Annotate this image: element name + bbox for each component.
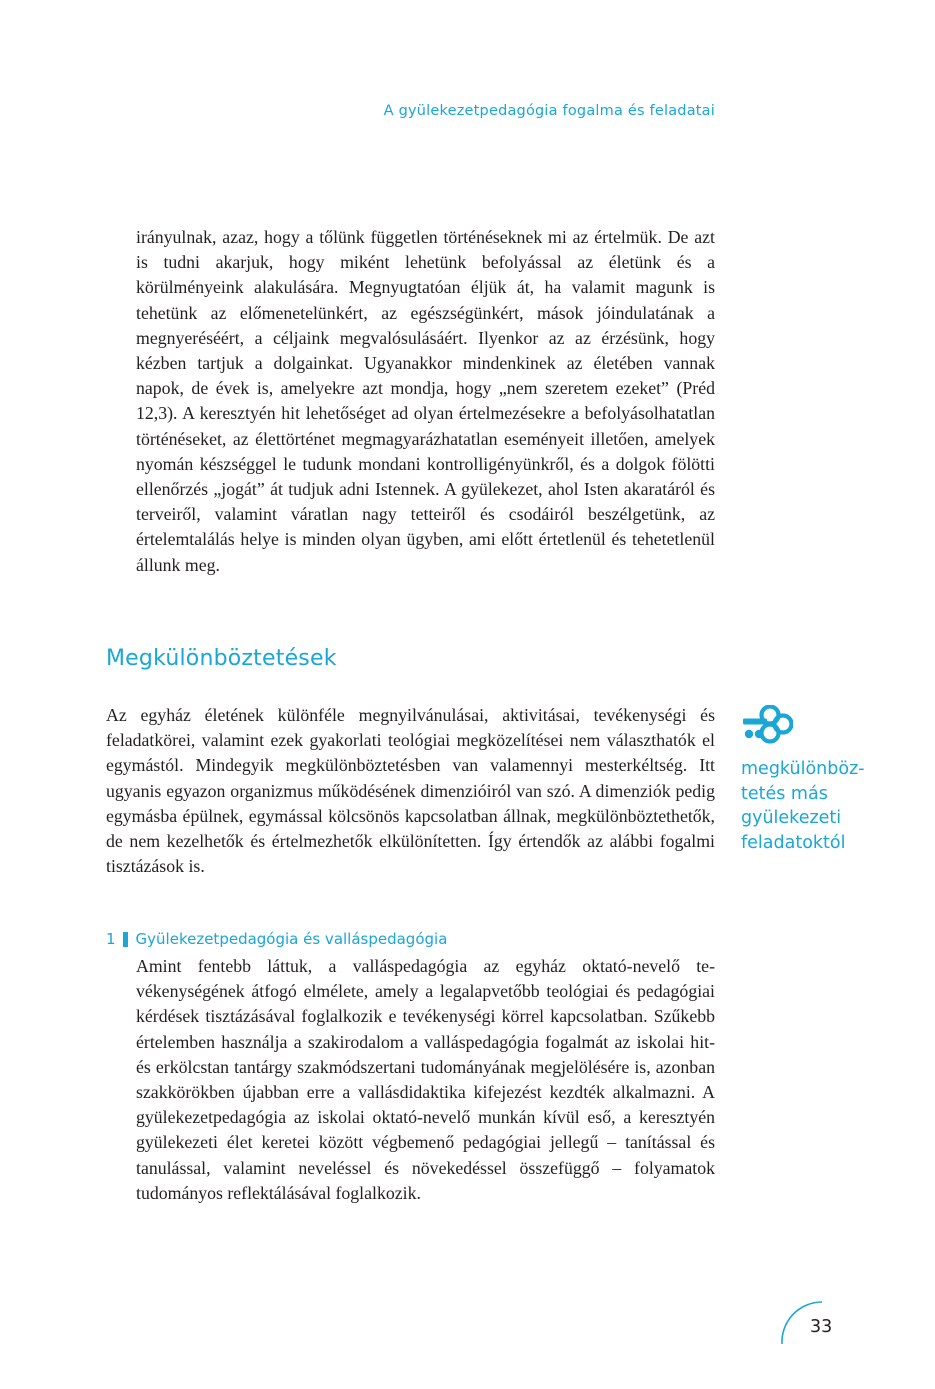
subsection-heading: [106, 930, 447, 948]
page-number: 33: [810, 1317, 833, 1337]
intro-paragraph: irányulnak, azaz, hogy a tőlünk független történéseknek mi az értelmük. De azt is tudni akarjuk, hogy miként lehetünk befolyással az életünk és a körülményeink alakulására. Megnyugtatóan éljük át, ha valamit magunk is tehetünk az előmenetelünkért, az egészségünkért, mások jóindulatának a megnyeréséért, a céljaink megvalósulásáért. Ilyenkor az az érzésünk, hogy kézben tartjuk a dolgainkat. Ugyanakkor mindenkinek az életében vannak napok, de évek is, amelyekre azt mondja, hogy „nem szeretem ezeket” (Préd 12,3). A keresztyén hit lehetőséget ad olyan értelmezésekre a befolyásolhatatlan történéseket, az élettörténet megmagyarázhatatlan eseményeit illetően, amelyek nyomán készséggel le tudunk mondani kontrolligényünkről, és a dolgok fölötti ellenőrzés „jogát” át tudjuk adni Istennek. A gyülekezet, ahol Isten akaratáról és terveiről, valamint váratlan nagy tetteiről és csodáiról beszélgetünk, az értelemtalálás helye is minden olyan ügyben, ami előtt értetlenül és tehetetlenül állunk meg.: [136, 227, 715, 575]
page-number-block: [770, 1296, 860, 1356]
subsection-title: Gyülekezetpedagógia és valláspedagógia: [135, 930, 448, 948]
subsection-number: 1: [106, 930, 116, 948]
section-title: Megkülönböztetések: [106, 646, 337, 671]
key-icon: [741, 705, 793, 745]
subsection-marker: [123, 932, 128, 947]
margin-note-text: megkülönböz- tetés más gyülekezeti feladatoktól: [741, 759, 865, 853]
margin-note: [741, 705, 901, 855]
section-paragraph: Az egyház életének különféle megnyilvánulásai, aktivitásai, tevékenységi és feladatkörei, valamint ezek gyakorlati teológiai megközelítései nem választhatók el egymástól. Mindegyik megkülönböztetésben van valamennyi mesterkéltség. Itt ugyanis egyazon organizmus működésének dimenzióiról van szó. A dimenziók pedig egymásba épülnek, egymással kölcsönös kapcsolatban állnak, megkülönböztethetők, de nem kezelhetők és értelmezhetők elkülönítetten. Így értendők az alábbi fogalmi tisztázások is.: [106, 705, 715, 877]
subsection-paragraph: Amint fentebb láttuk, a valláspedagógia az egyház oktató-nevelő tevékenységének átfogó elmélete, amely a legalapvetőbb teológiai és pedagógiai kérdések tisztázásával foglalkozik e tevékenységi körrel kapcsolatban. Szűkebb értelemben használja a szakirodalom a valláspedagógia fogalmát az iskolai hit- és erkölcstan tantárgy szakmódszertani tudományának megjelölésére is, azonban szakkörökben újabban erre a vallásdidaktika kifejezést kezdték alkalmazni. A gyülekezetpedagógia az iskolai oktató-nevelő munkán kívül eső, a keresztyén gyülekezeti élet keretei között végbemenő pedagógiai jellegű – tanítással és tanulással, valamint neveléssel és növekedéssel összefüggő – folyamatok tudományos reflektálásával foglalkozik.: [136, 956, 715, 1203]
running-header: A gyülekezetpedagógia fogalma és feladatai: [383, 103, 715, 119]
